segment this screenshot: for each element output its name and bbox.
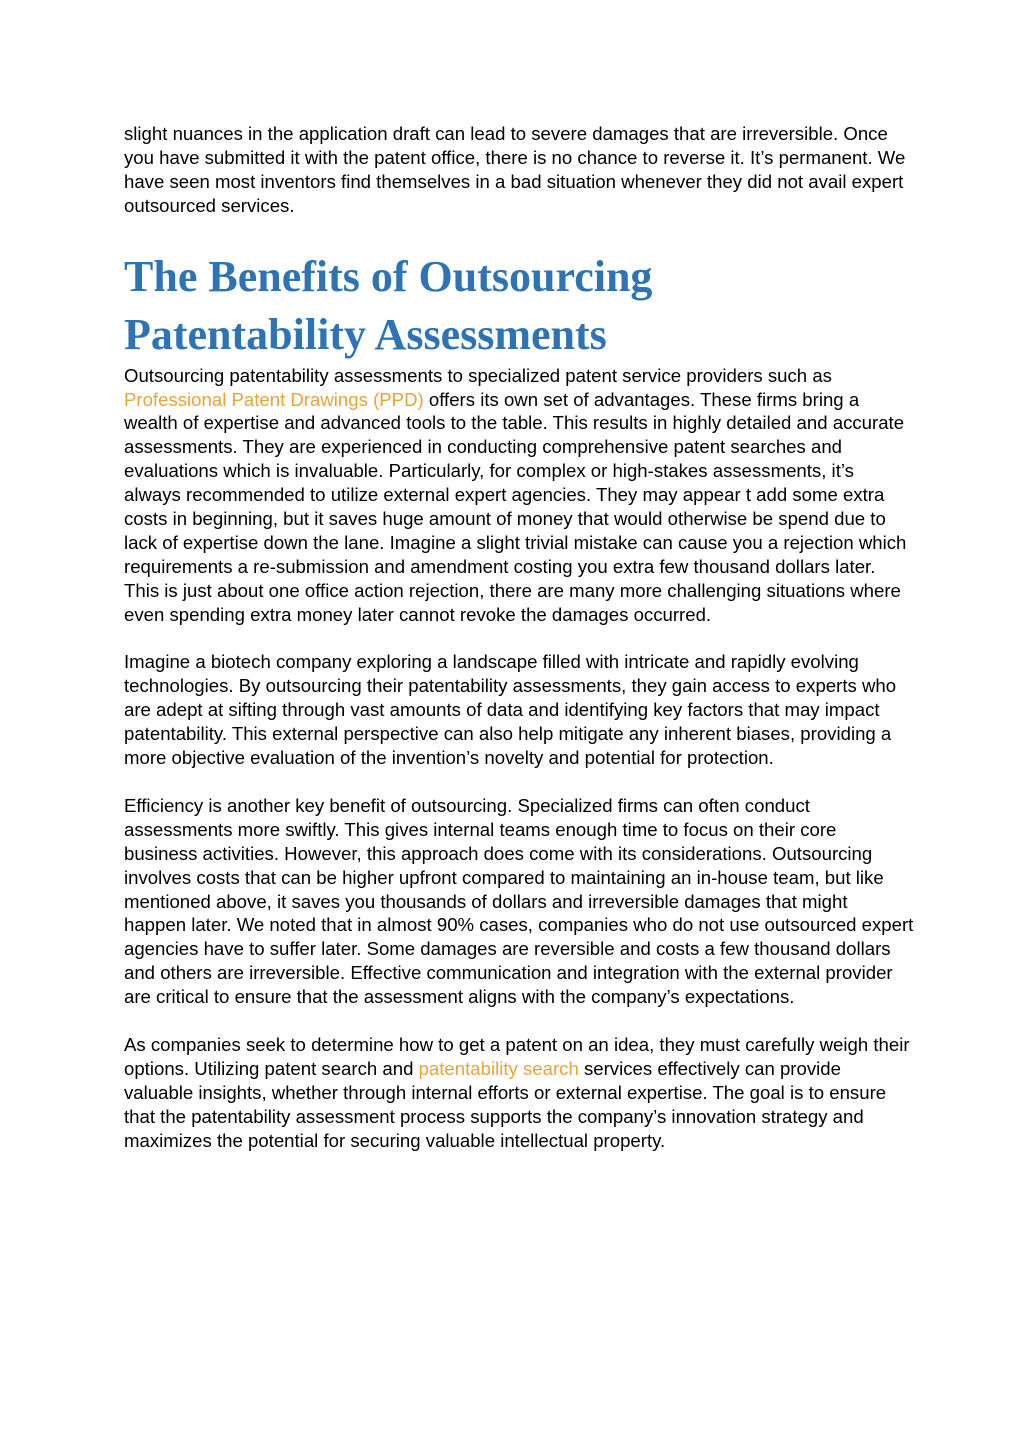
paragraph-text: Outsourcing patentability assessments to specialized patent service providers such as bbox=[124, 364, 832, 386]
patentability-search-link[interactable]: patentability search bbox=[418, 1057, 579, 1079]
section-heading: The Benefits of Outsourcing Patentability Assessments bbox=[124, 251, 653, 359]
paragraph-outsourcing-advantages bbox=[124, 364, 914, 627]
ppd-link[interactable]: Professional Patent Drawings (PPD) bbox=[124, 388, 424, 410]
paragraph-text: services effectively can provide valuable insights, whether through internal efforts or external expertise. The goal is to ensure that the patentability assessment process supports the company’s innovation strategy and maximizes the potential for securing valuable intellectual property. bbox=[124, 1057, 887, 1151]
paragraph-text: offers its own set of advantages. These firms bring a wealth of expertise and advanced tools to the table. This results in highly detailed and accurate assessments. They are experienced in conducting comprehensive patent searches and evaluations which is invaluable. Particularly, for complex or high-stakes assessments, it’s always recommended to utilize external expert agencies. They may appear t add some extra costs in beginning, but it saves huge amount of money that would otherwise be spend due to lack of expertise down the lane. Imagine a slight trivial mistake can cause you a rejection which requirements a re-submission and amendment costing you extra few thousand dollars later. This is just about one office action rejection, there are many more challenging situations where even spending extra money later cannot revoke the damages occurred. bbox=[124, 388, 907, 625]
intro-paragraph: slight nuances in the application draft can lead to severe damages that are irreversible. Once you have submitted it with the patent office, there is no chance to reverse it. It’s permanent. We have seen most inventors find themselves in a bad situation whenever they did not avail expert outsourced services. bbox=[124, 123, 906, 216]
paragraph-conclusion bbox=[124, 1033, 914, 1153]
paragraph-text: As companies seek to determine how to get a patent on an idea, they must carefully weigh their options. Utilizing patent search and bbox=[124, 1033, 910, 1079]
paragraph-biotech-example: Imagine a biotech company exploring a landscape filled with intricate and rapidly evolving technologies. By outsourcing their patentability assessments, they gain access to experts who are adept at sifting through vast amounts of data and identifying key factors that may impact patentability. This external perspective can also help mitigate any inherent biases, providing a more objective evaluation of the invention’s novelty and potential for protection. bbox=[124, 651, 897, 769]
paragraph-efficiency: Efficiency is another key benefit of outsourcing. Specialized firms can often conduct assessments more swiftly. This gives internal teams enough time to focus on their core business activities. However, this approach does come with its considerations. Outsourcing involves costs that can be higher upfront compared to maintaining an in-house team, but like mentioned above, it saves you thousands of dollars and irreversible damages that might happen later. We noted that in almost 90% cases, companies who do not use outsourced expert agencies have to suffer later. Some damages are reversible and costs a few thousand dollars and others are irreversible. Effective communication and integration with the external provider are critical to ensure that the assessment aligns with the company’s expectations. bbox=[124, 794, 914, 1008]
document-body bbox=[124, 122, 914, 1152]
